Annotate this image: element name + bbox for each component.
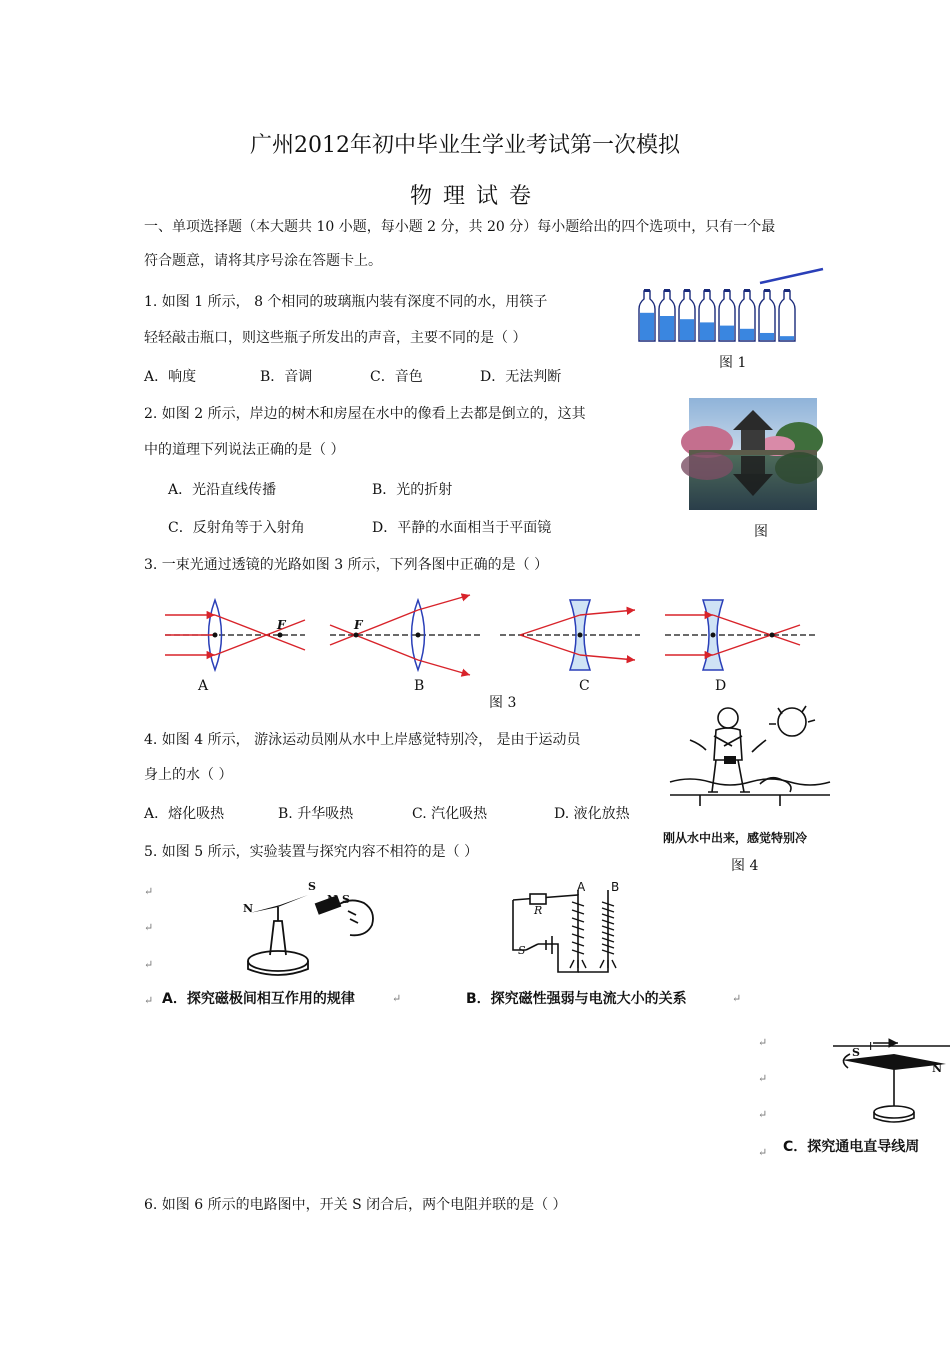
diagram-a	[165, 600, 305, 670]
q1-option-b: B．音调	[260, 369, 313, 385]
figure-5a-caption: A．探究磁极间相互作用的规律	[162, 991, 355, 1007]
paragraph-mark: ↵	[392, 992, 402, 1005]
q4-line1: 4. 如图 4 所示， 游泳运动员刚从水中上岸感觉特别冷， 是由于运动员	[144, 732, 581, 748]
figure-2-pavilion-reflection	[689, 398, 817, 510]
q5-line1: 5. 如图 5 所示，实验装置与探究内容不相符的是（ ）	[144, 844, 479, 860]
q4-option-a: A．熔化吸热	[144, 806, 225, 822]
bottle-neck	[764, 289, 770, 292]
figure-5c-caption: C．探究通电直导线周	[783, 1139, 920, 1155]
bottle-neck	[744, 289, 750, 292]
q1-option-d: D．无法判断	[480, 369, 562, 385]
figure-4-note: 刚从水中出来，感觉特别冷	[663, 831, 808, 845]
figure-3-lens-diagrams	[160, 590, 820, 675]
label-r-5b: R	[534, 904, 543, 917]
q2-option-d: D．平静的水面相当于平面镜	[372, 520, 552, 536]
q3-line1: 3. 一束光通过透镜的光路如图 3 所示，下列各图中正确的是（ ）	[144, 557, 549, 573]
bottle	[779, 291, 795, 341]
bottle-water	[740, 329, 754, 340]
q4-option-b: B. 升华吸热	[278, 806, 354, 822]
figure-5b-caption: B．探究磁性强弱与电流大小的关系	[466, 991, 687, 1007]
label-n-5a-2: N	[327, 893, 338, 906]
figure-4-swimmer	[670, 700, 830, 825]
q1-line2: 轻轻敲击瓶口，则这些瓶子所发出的声音，主要不同的是（ ）	[144, 330, 527, 346]
paragraph-mark: ↵	[144, 921, 154, 934]
bottle-neck	[684, 289, 690, 292]
q2-line2: 中的道理下列说法正确的是（ ）	[144, 442, 345, 458]
diagram-label-c: C	[579, 678, 590, 694]
bottle-neck	[664, 289, 670, 292]
bottle-water	[680, 319, 694, 340]
q1-line1: 1. 如图 1 所示， 8 个相同的玻璃瓶内装有深度不同的水，用筷子	[144, 294, 548, 310]
figure-5b-electromagnets	[508, 880, 643, 975]
figure-1-caption: 图 1	[719, 355, 747, 371]
figure-5c-wire-compass	[828, 1040, 950, 1125]
paragraph-mark: ↵	[732, 992, 742, 1005]
diagram-label-d: D	[715, 678, 727, 694]
q2-line1: 2. 如图 2 所示，岸边的树木和房屋在水中的像看上去都是倒立的，这其	[144, 406, 586, 422]
figure-3-caption: 图 3	[489, 695, 517, 711]
q6-line1: 6. 如图 6 所示的电路图中，开关 S 闭合后，两个电阻并联的是（ ）	[144, 1197, 567, 1213]
q4-option-c: C. 汽化吸热	[412, 806, 488, 822]
exam-subtitle: 物 理 试 卷	[410, 184, 533, 209]
section-intro-line2: 符合题意，请将其序号涂在答题卡上。	[144, 253, 382, 269]
bottle-water	[640, 313, 654, 340]
bottle-water	[700, 322, 714, 340]
diagram-b	[330, 595, 480, 675]
paragraph-mark: ↵	[144, 994, 154, 1007]
bottle-water	[720, 326, 734, 340]
figure-4-caption: 图 4	[731, 858, 759, 874]
paragraph-mark: ↵	[758, 1036, 768, 1049]
bottle-neck	[724, 289, 730, 292]
bottle-water	[660, 316, 674, 340]
bottle-neck	[704, 289, 710, 292]
bottle-neck	[784, 289, 790, 292]
bottle-water	[780, 336, 794, 340]
paragraph-mark: ↵	[144, 885, 154, 898]
q4-option-d: D. 液化放热	[554, 806, 630, 822]
diagram-label-b: B	[414, 678, 425, 694]
label-s-5c: S	[852, 1046, 860, 1059]
q2-option-a: A．光沿直线传播	[168, 482, 277, 498]
q1-option-a: A．响度	[144, 369, 197, 385]
figure-1-bottles	[635, 265, 825, 345]
focus-label-b: F	[354, 618, 363, 632]
section-intro-line1: 一、单项选择题（本大题共 10 小题，每小题 2 分，共 20 分）每小题给出的四个选项中，只有一个最	[144, 219, 776, 235]
label-s-5a-2: S	[342, 893, 350, 906]
q2-option-c: C．反射角等于入射角	[168, 520, 305, 536]
paragraph-mark: ↵	[758, 1108, 768, 1121]
label-s-5b: S	[518, 944, 526, 957]
bottle-neck	[644, 289, 650, 292]
paragraph-mark: ↵	[144, 958, 154, 971]
label-a-5b: A	[577, 880, 586, 894]
paragraph-mark: ↵	[758, 1146, 768, 1159]
diagram-d	[665, 600, 815, 670]
q2-option-b: B．光的折射	[372, 482, 453, 498]
label-n-5c: N	[932, 1062, 943, 1075]
q4-line2: 身上的水（ ）	[144, 767, 233, 783]
diagram-label-a: A	[198, 678, 209, 694]
q1-option-c: C．音色	[370, 369, 423, 385]
bottle-water	[760, 333, 774, 340]
figure-2-caption: 图	[754, 524, 768, 540]
focus-label-a: F	[277, 618, 286, 632]
diagram-c	[500, 600, 640, 670]
label-i-5c: I	[869, 1040, 873, 1053]
label-b-5b: B	[611, 880, 620, 894]
label-n-5a: N	[243, 902, 254, 915]
exam-title: 广州2012年初中毕业生学业考试第一次模拟	[250, 133, 680, 158]
paragraph-mark: ↵	[758, 1072, 768, 1085]
label-s-5a: S	[308, 880, 316, 893]
